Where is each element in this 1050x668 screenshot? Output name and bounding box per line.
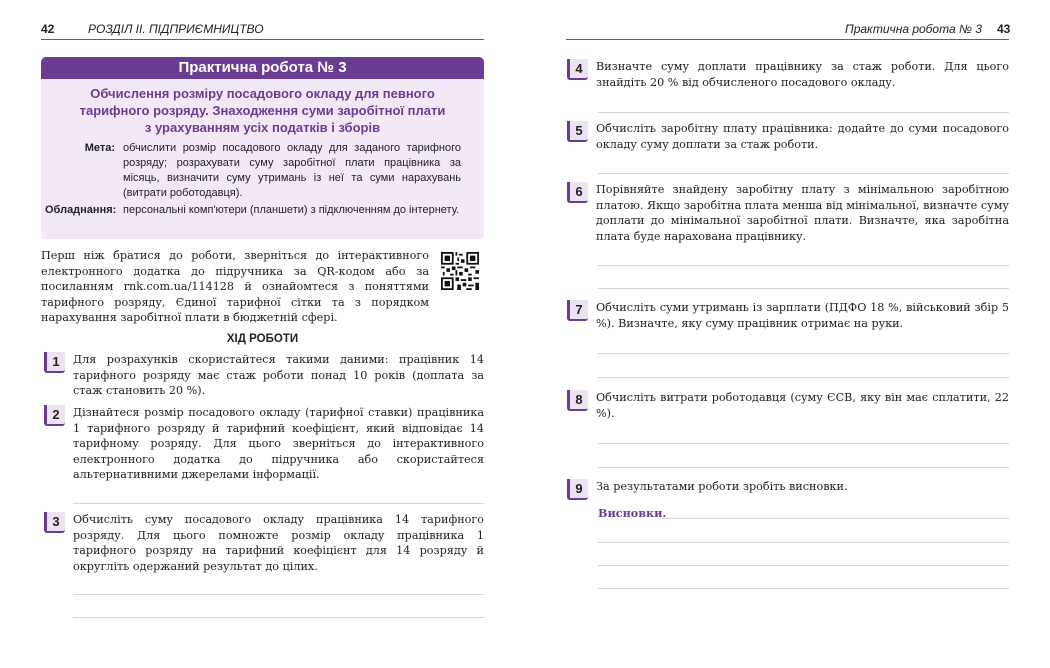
- header-rule-left: [41, 39, 484, 40]
- equipment-label: Обладнання:: [45, 204, 117, 216]
- answer-line[interactable]: [598, 377, 1009, 378]
- right-page: [525, 0, 1050, 668]
- task-number-8: 8: [567, 390, 588, 411]
- work-subtitle: [41, 85, 484, 136]
- qr-code-icon[interactable]: [441, 252, 479, 290]
- task-number-1: 1: [44, 352, 65, 373]
- task-text-9: За результатами роботи зробіть висновки.: [596, 480, 848, 493]
- work-progress-heading: ХІД РОБОТИ: [226, 333, 299, 345]
- running-header-left: РОЗДІЛ ІІ. ПІДПРИЄМНИЦТВО: [88, 22, 264, 36]
- answer-line[interactable]: [598, 265, 1009, 266]
- goal-label: Мета:: [84, 142, 115, 154]
- task-number-6: 6: [567, 182, 588, 203]
- task-text-1: Для розрахунків скористайтеся такими даними: працівник 14 тарифного розряду має стаж роботи понад 10 років (доплата за стаж становить 20 %).: [73, 353, 484, 398]
- answer-line[interactable]: [598, 542, 1009, 543]
- task-text-7: Обчисліть суми утримань із зарплати (ПДФО 18 %, військовий збір 5 %). Визначте, яку суму працівник отримає на руки.: [596, 301, 1009, 330]
- task-number-7: 7: [567, 300, 588, 321]
- task-number-2: 2: [44, 405, 65, 426]
- task-text-2: Дізнайтеся розмір посадового окладу (тарифної ставки) працівника 1 тарифного розряду й тарифний коефіцієнт, який відповідає 14 тарифному розряду. Для цього зверніться до інтерактивного електронного додатка до підручника або скористайтеся альтернативними джерелами інформації.: [73, 406, 484, 482]
- answer-line[interactable]: [598, 565, 1009, 566]
- task-text-6: Порівняйте знайдену заробітну плату з мінімальною заробітною платою. Якщо заробітна плата менша від мінімальної, визначте суму доплати до мінімальної заробітної плати. Визначте, яка заробітна плата буде нарахована працівнику.: [596, 183, 1009, 243]
- answer-line[interactable]: [598, 288, 1009, 289]
- goal-text: обчислити розмір посадового окладу для заданого тарифного розряду; розрахувати суму заробітної плати працівника за місяць, визначити суму утримань із неї та суми нарахувань (витрати роботодавця).: [123, 142, 461, 199]
- task-text-8: Обчисліть витрати роботодавця (суму ЄСВ, яку він має сплатити, 22 %).: [596, 391, 1009, 420]
- task-number-3: 3: [44, 512, 65, 533]
- answer-line[interactable]: [73, 617, 484, 618]
- answer-line[interactable]: [598, 443, 1009, 444]
- info-box: [41, 79, 484, 239]
- task-text-3: Обчисліть суму посадового окладу працівника 14 тарифного розряду. Для цього помножте розмір окладу працівника 1 тарифного розряду на тарифний коефіцієнт для 14 розряду й округліть одержаний результат до цілих.: [73, 513, 484, 573]
- practical-work-banner: Практична робота № 3: [41, 57, 484, 79]
- task-number-4: 4: [567, 59, 588, 80]
- page-number-left: 42: [41, 22, 55, 36]
- running-header-right: Практична робота № 3: [845, 22, 982, 36]
- task-text-4: Визначте суму доплати працівнику за стаж роботи. Для цього знайдіть 20 % від обчисленого посадового окладу.: [596, 60, 1009, 89]
- equipment-text: персональні комп'ютери (планшети) з підключенням до інтернету.: [123, 204, 460, 216]
- page-number-right: 43: [997, 22, 1011, 36]
- answer-line[interactable]: [598, 353, 1009, 354]
- subtitle-line: Обчислення розміру посадового окладу для певного: [90, 86, 435, 101]
- answer-line[interactable]: [73, 503, 484, 504]
- intro-paragraph: Перш ніж братися до роботи, зверніться до інтерактивного електронного додатка до підручника за QR-кодом або за посиланням rnk.com.ua/114128 й ознайомтеся з поняттями тарифного розряду, Єдиної тарифної сітки та з порядком нарахування заробітної плати в бюджетній сфері.: [41, 249, 429, 325]
- answer-line[interactable]: [598, 173, 1009, 174]
- answer-line[interactable]: [598, 112, 1009, 113]
- conclusion-label: Висновки.: [598, 506, 667, 520]
- answer-line[interactable]: [598, 588, 1009, 589]
- subtitle-line: з урахуванням усіх податків і зборів: [144, 120, 381, 135]
- answer-line[interactable]: [662, 518, 1009, 519]
- answer-line[interactable]: [598, 467, 1009, 468]
- answer-line[interactable]: [73, 594, 484, 595]
- task-number-5: 5: [567, 121, 588, 142]
- subtitle-line: тарифного розряду. Знаходження суми заробітної плати: [79, 103, 446, 118]
- header-rule-right: [566, 39, 1009, 40]
- task-number-9: 9: [567, 479, 588, 500]
- task-text-5: Обчисліть заробітну плату працівника: додайте до суми посадового окладу суму доплати за стаж роботи.: [596, 122, 1009, 151]
